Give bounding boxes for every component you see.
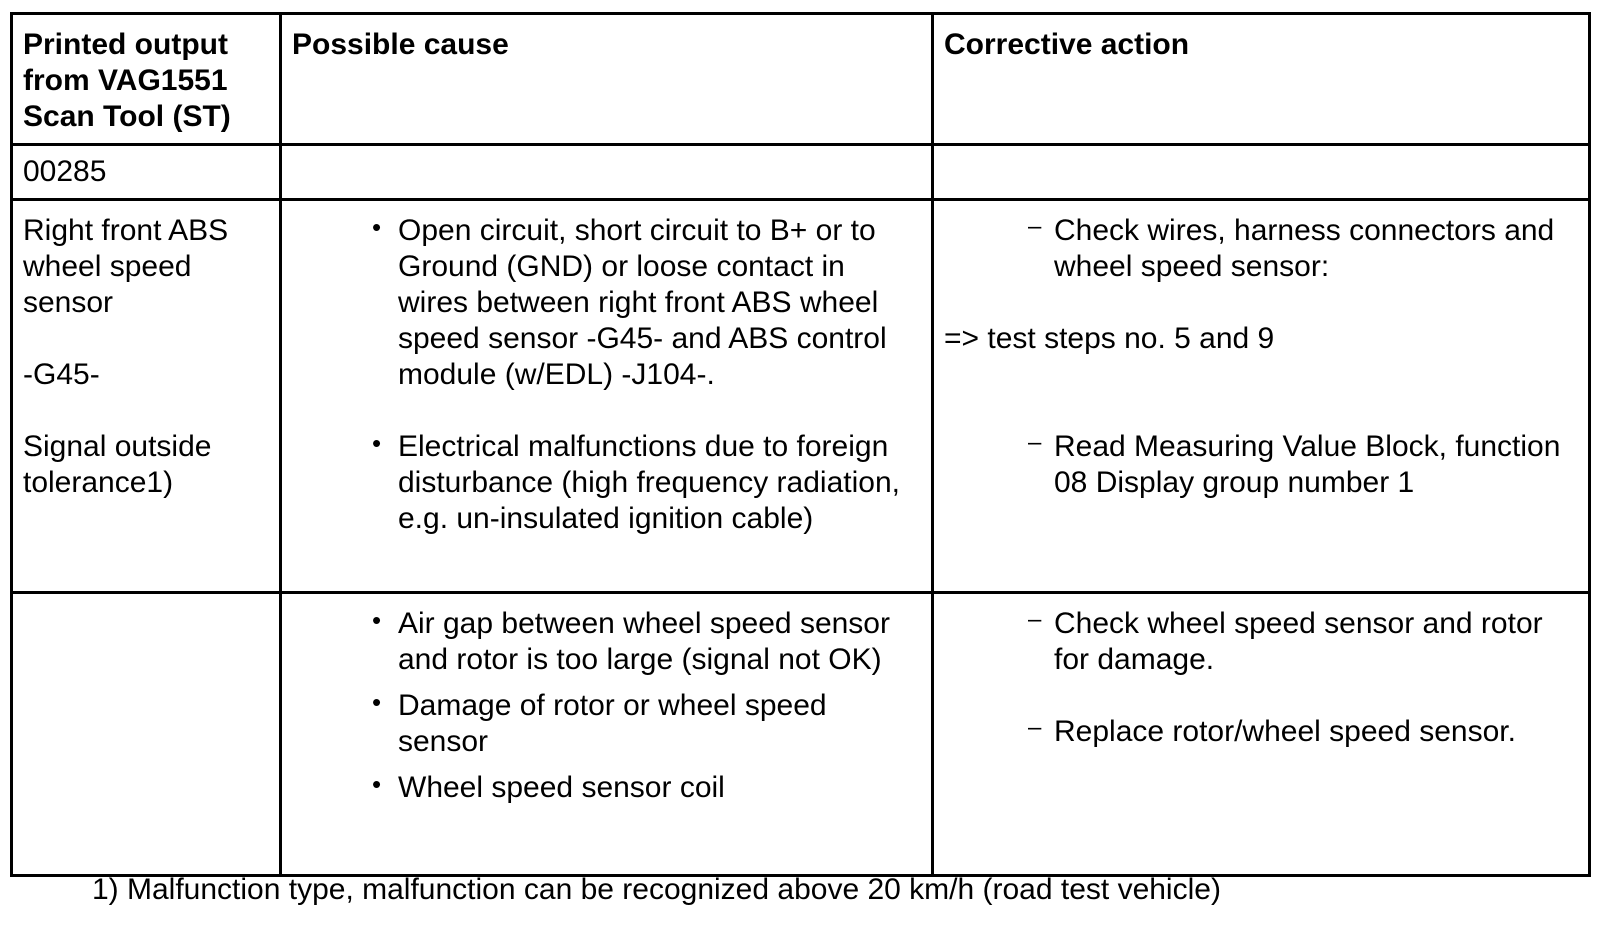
cause-item: • Damage of rotor or wheel speed sensor — [372, 688, 921, 760]
table-row — [12, 593, 1590, 876]
cause-item: • Wheel speed sensor coil — [372, 770, 921, 806]
output-line: Signal outside — [23, 430, 212, 463]
output-line: Right front ABS — [23, 214, 229, 247]
output-line: wheel speed — [23, 250, 192, 283]
action-item: – Check wires, harness connectors and wheel speed sensor: — [1028, 213, 1578, 285]
corrective-action-cell — [933, 593, 1590, 876]
action-list — [944, 213, 1578, 285]
action-list — [944, 429, 1578, 501]
header-printed-output: Printed output from VAG1551 Scan Tool (ST) — [12, 14, 281, 145]
empty-cell — [933, 145, 1590, 200]
output-line: tolerance1) — [23, 466, 174, 499]
fault-code: 00285 — [12, 145, 281, 200]
action-list — [944, 606, 1578, 750]
component-code: -G45- — [23, 358, 100, 391]
diagnostic-table — [10, 12, 1591, 877]
header-corrective-action: Corrective action — [933, 14, 1590, 145]
cause-list — [292, 213, 921, 537]
cause-list — [292, 606, 921, 806]
cause-item: • Open circuit, short circuit to B+ or to Ground (GND) or loose contact in wires between right front ABS wheel speed sensor -G45- and ABS control module (w/EDL) -J104-. — [372, 213, 921, 393]
test-step-reference: => test steps no. 5 and 9 — [944, 322, 1275, 355]
output-line: sensor — [23, 286, 114, 319]
empty-cell — [12, 593, 281, 876]
corrective-action-cell — [933, 200, 1590, 593]
fault-code-row — [12, 145, 1590, 200]
possible-cause-cell — [281, 593, 933, 876]
cause-item: • Air gap between wheel speed sensor and rotor is too large (signal not OK) — [372, 606, 921, 678]
header-possible-cause: Possible cause — [281, 14, 933, 145]
printed-output-cell — [12, 200, 281, 593]
cause-item: • Electrical malfunctions due to foreign disturbance (high frequency radiation, e.g. un-insulated ignition cable) — [372, 429, 921, 537]
table-header-row — [12, 14, 1590, 145]
empty-cell — [281, 145, 933, 200]
possible-cause-cell — [281, 200, 933, 593]
table-row — [12, 200, 1590, 593]
action-item: – Check wheel speed sensor and rotor for damage. — [1028, 606, 1578, 678]
footnote: 1) Malfunction type, malfunction can be recognized above 20 km/h (road test vehicle) — [92, 873, 1221, 906]
action-item: – Read Measuring Value Block, function 08 Display group number 1 — [1028, 429, 1578, 501]
action-item: – Replace rotor/wheel speed sensor. — [1028, 714, 1578, 750]
